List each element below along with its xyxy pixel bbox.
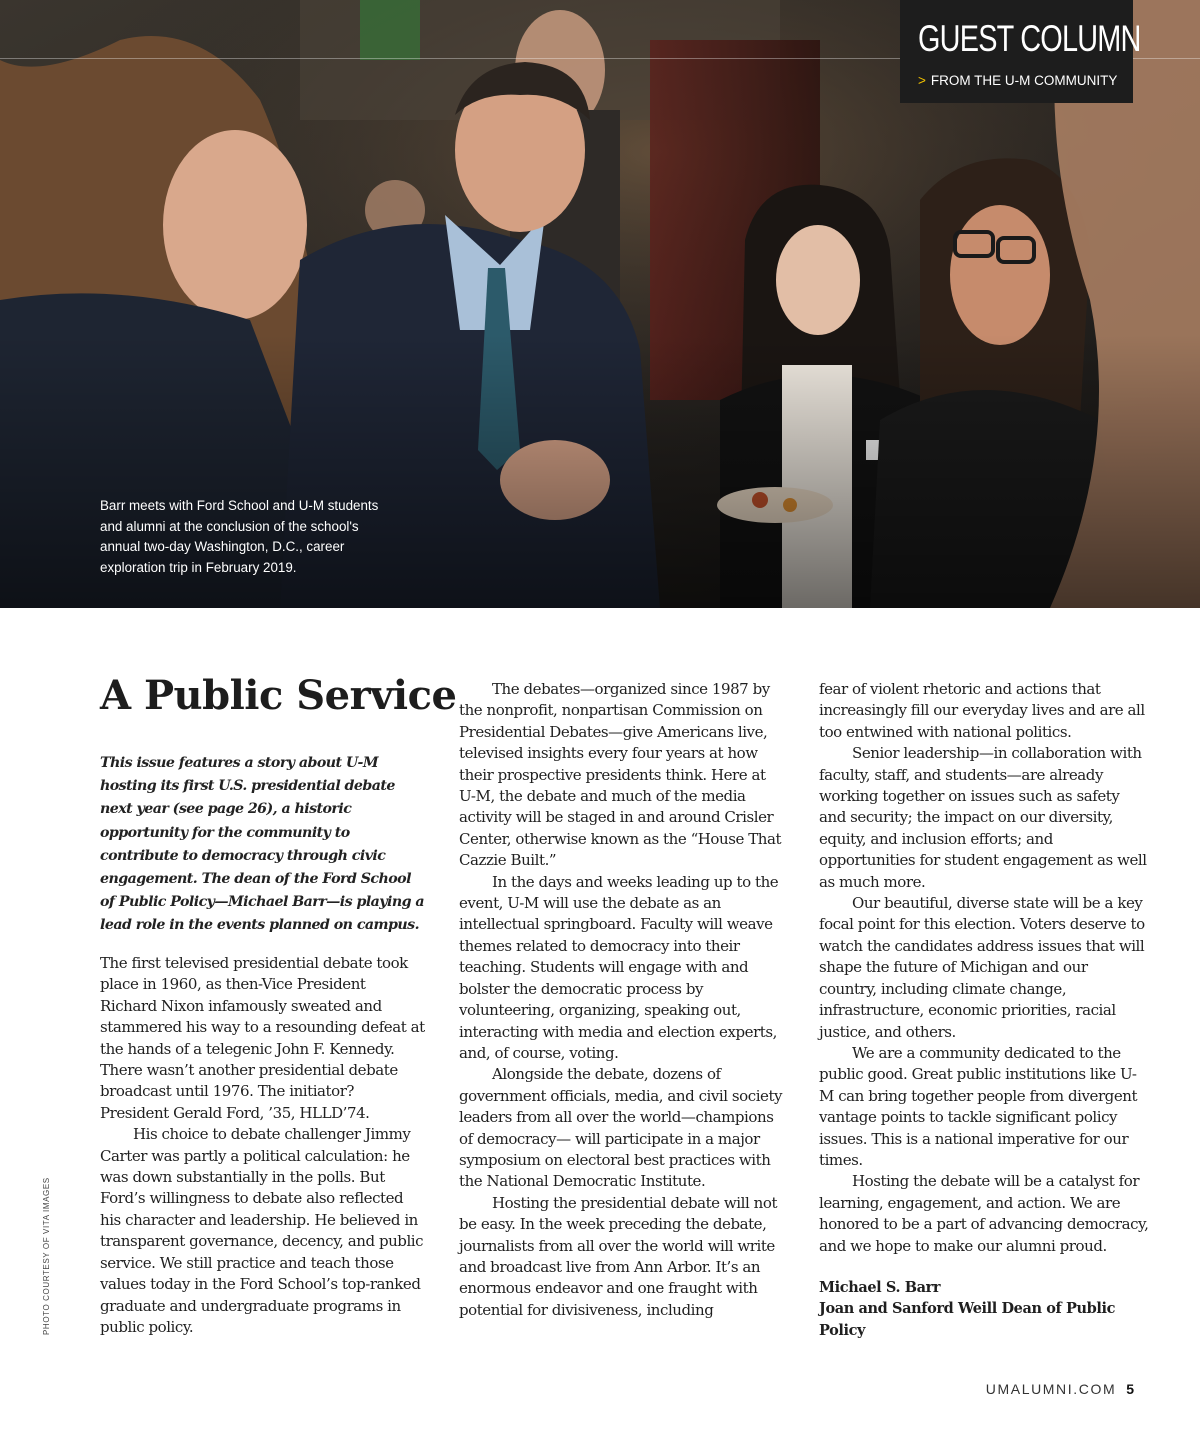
paragraph: The first televised presidential debate took place in 1960, as then-Vice President Richard Nixon infamously sweated and stammered his way to a resounding defeat at the hands of a telegenic John F. Kennedy. There wasn’t another presidential debate broadcast until 1976. The initiator? President Gerald Ford, ’35, HLLD’74. <box>100 954 425 1122</box>
column-3 <box>819 679 1149 1341</box>
page-number: 5 <box>1126 1381 1134 1397</box>
photo-caption: Barr meets with Ford School and U-M students and alumni at the conclusion of the school's annual two-day Washington, D.C., career exploration trip in February 2019. <box>100 498 379 576</box>
chevron-right-icon: > <box>918 73 926 88</box>
section-subtitle-text: FROM THE U-M COMMUNITY <box>930 73 1118 88</box>
signature <box>819 1277 1149 1341</box>
column-2 <box>459 679 784 1321</box>
paragraph: The debates—organized since 1987 by the nonprofit, nonpartisan Commission on Presidential Debates—give Americans live, televised insights every four years at how their prospective presidents think. Here at U-M, the debate and much of the media activity will be staged in and around Crisler Center, otherwise known as the “House That Cazzie Built.” <box>459 680 782 870</box>
section-title: GUEST COLUMN <box>918 18 1141 59</box>
paragraph: We are a community dedicated to the public good. Great public institutions like U-M can bring together people from divergent vantage points to tackle significant policy issues. This is a national imperative for our times. <box>819 1043 1138 1169</box>
paragraph: Hosting the debate will be a catalyst for learning, engagement, and action. We are honored to be a part of advancing democracy, and we hope to make our alumni proud. <box>819 1172 1149 1255</box>
signature-title: Joan and Sanford Weill Dean of Public Policy <box>819 1300 1116 1339</box>
paragraph: Our beautiful, diverse state will be a key focal point for this election. Voters deserve to watch the candidates address issues that will shape the future of Michigan and our country, including climate change, infrastructure, economic priorities, racial justice, and others. <box>819 894 1145 1041</box>
footer-site-link[interactable]: UMALUMNI.COM <box>985 1381 1117 1397</box>
section-subtitle <box>918 73 1117 88</box>
paragraph: Alongside the debate, dozens of government officials, media, and civil society leaders from all over the world—champions of democracy— will participate in a major symposium on electoral best practices with the National Democratic Institute. <box>459 1065 783 1191</box>
signature-name: Michael S. Barr <box>819 1278 941 1296</box>
paragraph: Senior leadership—in collaboration with faculty, staff, and students—are already working together on issues such as safety and security; the impact on our diversity, equity, and inclusion efforts; and opportunities for student engagement as well as much more. <box>819 744 1147 891</box>
section-label-box <box>900 0 1141 103</box>
column-1 <box>100 953 425 1338</box>
article-headline: A Public Service <box>100 672 457 719</box>
paragraph: In the days and weeks leading up to the event, U-M will use the debate as an intellectual springboard. Faculty will weave themes related to democracy into their teaching. Students will engage with and bolster the democratic process by volunteering, organizing, speaking out, interacting with media and election experts, and, of course, voting. <box>459 872 779 1062</box>
article-deck: This issue features a story about U-M hosting its first U.S. presidential debate next year (see page 26), a historic opportunity for the community to contribute to democracy through civic engagement. The dean of the Ford School of Public Policy—Michael Barr—is playing a lead role in the events planned on campus. <box>100 755 425 934</box>
page-footer <box>986 1381 1134 1397</box>
hero-photo <box>0 0 1200 608</box>
photo-credit: PHOTO COURTESY OF VITA IMAGES <box>42 1177 51 1335</box>
paragraph: His choice to debate challenger Jimmy Carter was partly a political calculation: he was down substantially in the polls. But Ford’s willingness to debate also reflected his character and leadership. He believed in transparent governance, decency, and public service. We still practice and teach those values today in the Ford School’s top-ranked graduate and undergraduate programs in public policy. <box>100 1125 424 1336</box>
paragraph: fear of violent rhetoric and actions that increasingly fill our everyday lives and are all too entwined with national politics. <box>819 680 1145 741</box>
paragraph: Hosting the presidential debate will not be easy. In the week preceding the debate, journalists from all over the world will write and broadcast live from Ann Arbor. It’s an enormous endeavor and one fraught with potential for divisiveness, including <box>459 1193 778 1319</box>
